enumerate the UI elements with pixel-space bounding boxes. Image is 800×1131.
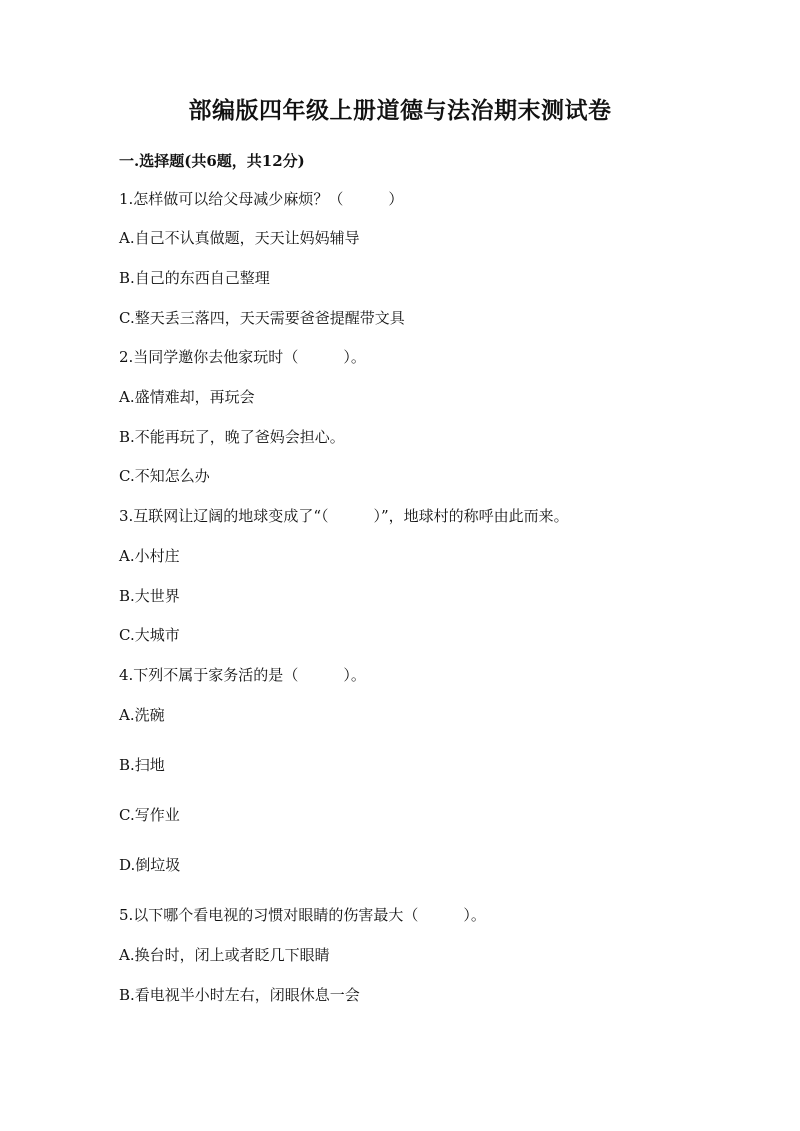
question-3-option-a: A.小村庄 bbox=[119, 547, 180, 565]
question-5-stem: 5.以下哪个看电视的习惯对眼睛的伤害最大（ ）。 bbox=[119, 906, 486, 924]
question-5-option-b: B.看电视半小时左右，闭眼休息一会 bbox=[119, 986, 360, 1004]
section-heading: 一.选择题(共6题，共12分) bbox=[119, 152, 305, 170]
question-4-option-a: A.洗碗 bbox=[119, 706, 165, 724]
question-2-stem: 2.当同学邀你去他家玩时（ ）。 bbox=[119, 348, 366, 366]
question-3-option-b: B.大世界 bbox=[119, 587, 180, 605]
question-1-option-c: C.整天丢三落四，天天需要爸爸提醒带文具 bbox=[119, 309, 405, 327]
question-4-option-b: B.扫地 bbox=[119, 756, 165, 774]
page-title: 部编版四年级上册道德与法治期末测试卷 bbox=[188, 97, 612, 124]
question-2-option-b: B.不能再玩了，晚了爸妈会担心。 bbox=[119, 428, 345, 446]
question-3-option-c: C.大城市 bbox=[119, 626, 180, 644]
question-5-option-a: A.换台时，闭上或者眨几下眼睛 bbox=[119, 946, 330, 964]
question-4-option-d: D.倒垃圾 bbox=[119, 856, 181, 874]
question-3-stem: 3.互联网让辽阔的地球变成了“（ ）”，地球村的称呼由此而来。 bbox=[119, 507, 569, 525]
question-1-stem: 1.怎样做可以给父母减少麻烦？（ ） bbox=[119, 190, 404, 208]
question-4-stem: 4.下列不属于家务活的是（ ）。 bbox=[119, 666, 366, 684]
question-2-option-c: C.不知怎么办 bbox=[119, 467, 210, 485]
question-1-option-a: A.自己不认真做题，天天让妈妈辅导 bbox=[119, 229, 360, 247]
question-4-option-c: C.写作业 bbox=[119, 806, 180, 824]
question-1-option-b: B.自己的东西自己整理 bbox=[119, 269, 270, 287]
question-2-option-a: A.盛情难却，再玩会 bbox=[119, 388, 255, 406]
